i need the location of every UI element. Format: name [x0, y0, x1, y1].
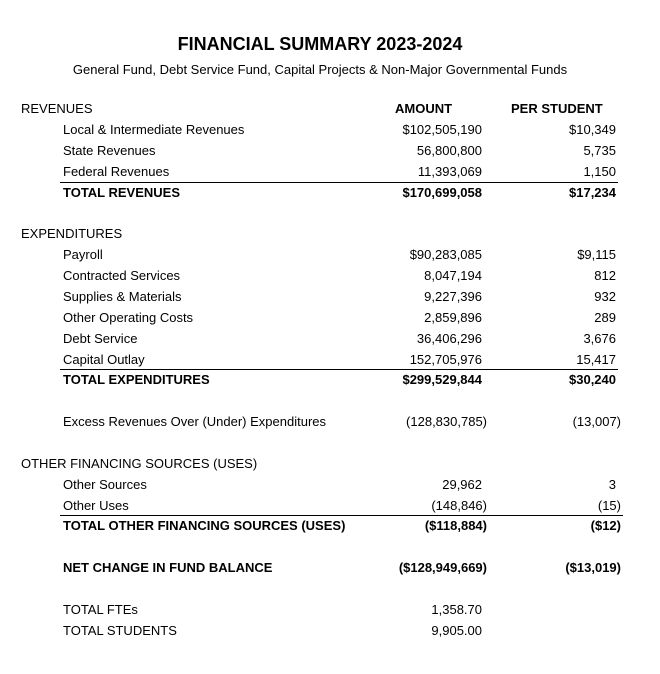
- total-label: TOTAL REVENUES: [63, 185, 181, 200]
- net-change-row: [0, 558, 660, 579]
- table-row: [0, 496, 660, 517]
- stat-row: [0, 600, 660, 621]
- total-per-student: ($12): [590, 518, 621, 533]
- row-per-student: 1,150: [583, 164, 616, 179]
- row-label: Payroll: [63, 247, 103, 262]
- row-label: Other Uses: [63, 498, 129, 513]
- stat-row: [0, 621, 660, 642]
- row-amount: (128,830,785): [406, 414, 487, 429]
- row-amount: 11,393,069: [417, 164, 482, 179]
- other-financing-header-row: [0, 454, 660, 475]
- row-label: Supplies & Materials: [63, 289, 182, 304]
- row-amount: (148,846): [431, 498, 487, 513]
- table-row: [0, 120, 660, 141]
- row-per-student: $10,349: [569, 122, 616, 137]
- table-row: [0, 308, 660, 329]
- per-student-column-header: PER STUDENT: [511, 101, 603, 116]
- row-label: Other Sources: [63, 477, 147, 492]
- row-per-student: (13,007): [572, 414, 621, 429]
- report-title: FINANCIAL SUMMARY 2023-2024: [177, 34, 463, 54]
- net-change-per-student: ($13,019): [565, 560, 621, 575]
- table-row: [0, 475, 660, 496]
- row-per-student: 289: [594, 310, 616, 325]
- row-per-student: 15,417: [576, 352, 616, 367]
- table-row: [0, 245, 660, 266]
- row-amount: $102,505,190: [402, 122, 482, 137]
- total-amount: ($118,884): [424, 518, 487, 533]
- row-label: Capital Outlay: [63, 352, 145, 367]
- table-row: [0, 287, 660, 308]
- row-amount: 152,705,976: [409, 352, 482, 367]
- table-row: [0, 350, 660, 371]
- stat-value: 1,358.70: [431, 602, 482, 617]
- row-per-student: $9,115: [577, 247, 616, 262]
- row-amount: 8,047,194: [424, 268, 482, 283]
- row-label: State Revenues: [63, 143, 156, 158]
- total-amount: $170,699,058: [402, 185, 482, 200]
- table-row: [0, 141, 660, 162]
- row-label: Contracted Services: [63, 268, 181, 283]
- net-change-label: NET CHANGE IN FUND BALANCE: [63, 560, 273, 575]
- row-label: Excess Revenues Over (Under) Expenditures: [63, 414, 327, 429]
- row-per-student: 3: [608, 477, 616, 492]
- total-row-other-financing: [0, 516, 660, 537]
- row-per-student: 3,676: [583, 331, 616, 346]
- row-label: Federal Revenues: [63, 164, 170, 179]
- row-amount: 9,227,396: [424, 289, 482, 304]
- section-label-expenditures: EXPENDITURES: [21, 226, 123, 241]
- report-subtitle: General Fund, Debt Service Fund, Capital Projects & Non-Major Governmental Funds: [72, 62, 568, 77]
- row-amount: 29,962: [442, 477, 482, 492]
- row-per-student: (15): [597, 498, 621, 513]
- expenditures-header-row: [0, 224, 660, 245]
- row-label: Other Operating Costs: [63, 310, 194, 325]
- amount-column-header: AMOUNT: [395, 101, 453, 116]
- row-per-student: 5,735: [583, 143, 616, 158]
- section-label-other-financing: OTHER FINANCING SOURCES (USES): [21, 456, 258, 471]
- row-amount: 2,859,896: [424, 310, 482, 325]
- table-row: [0, 162, 660, 183]
- total-per-student: $30,240: [569, 372, 616, 387]
- total-label: TOTAL EXPENDITURES: [63, 372, 210, 387]
- stat-label: TOTAL FTEs: [63, 602, 138, 617]
- row-amount: 56,800,800: [416, 143, 482, 158]
- total-label: TOTAL OTHER FINANCING SOURCES (USES): [63, 518, 346, 533]
- section-label-revenues: REVENUES: [21, 101, 93, 116]
- row-label: Local & Intermediate Revenues: [63, 122, 245, 137]
- stat-label: TOTAL STUDENTS: [63, 623, 177, 638]
- table-row: [0, 329, 660, 350]
- table-row: [0, 266, 660, 287]
- row-amount: 36,406,296: [416, 331, 482, 346]
- row-per-student: 932: [594, 289, 616, 304]
- total-amount: $299,529,844: [402, 372, 482, 387]
- stat-value: 9,905.00: [431, 623, 482, 638]
- total-per-student: $17,234: [569, 185, 616, 200]
- total-row-expenditures: [0, 370, 660, 391]
- net-change-amount: ($128,949,669): [398, 560, 487, 575]
- row-label: Debt Service: [63, 331, 138, 346]
- total-row-revenues: [0, 183, 660, 204]
- row-per-student: 812: [594, 268, 616, 283]
- excess-row: [0, 412, 660, 433]
- revenues-header-row: [0, 99, 660, 120]
- row-amount: $90,283,085: [409, 247, 482, 262]
